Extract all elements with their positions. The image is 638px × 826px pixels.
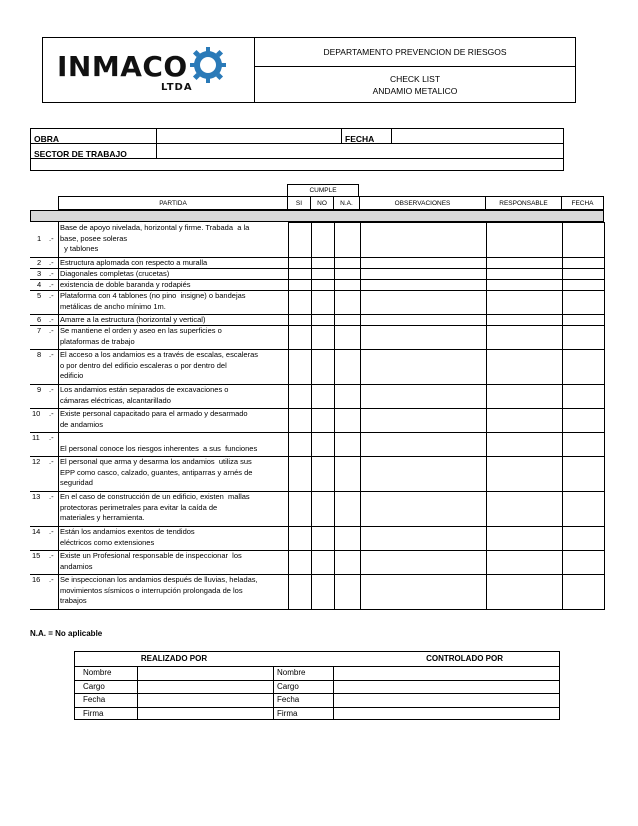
fecha-cell[interactable] xyxy=(562,349,605,385)
number-column-divider xyxy=(58,432,59,457)
item-text-line: Existe personal capacitado para el armado y desarmado xyxy=(60,409,248,418)
item-number: 8 xyxy=(37,350,42,359)
table-row xyxy=(30,290,604,314)
item-text-line: base, posee soleras xyxy=(60,233,128,243)
realizado-fecha-label: Fecha xyxy=(83,695,106,704)
table-row xyxy=(30,325,604,349)
observaciones-cell[interactable] xyxy=(360,574,487,610)
controlado-fecha-label: Fecha xyxy=(277,695,300,704)
item-text-line: Estructura aplomada con respecto a muralla xyxy=(60,258,208,267)
table-row xyxy=(30,526,604,550)
item-text-line: Amarre a la estructura (horizontal y vertical) xyxy=(60,315,206,324)
fecha-cell[interactable] xyxy=(562,491,605,527)
si-cell[interactable] xyxy=(288,384,312,409)
fecha-cell[interactable] xyxy=(562,408,605,433)
item-number: 14 xyxy=(32,527,41,536)
sector-extra-row xyxy=(30,158,564,171)
item-text-line: metálicas de ancho mínimo 1m. xyxy=(60,301,166,311)
col-responsable: RESPONSABLE xyxy=(485,196,562,210)
item-text-line: El acceso a los andamios es a través de escalas, escaleras xyxy=(60,350,259,359)
number-column-divider xyxy=(58,550,59,575)
realizado-por-header: REALIZADO POR xyxy=(140,654,208,663)
observaciones-cell[interactable] xyxy=(360,491,487,527)
item-text-line: EPP como casco, calzado, guantes, antiparras y arnés de xyxy=(60,467,253,477)
responsable-cell[interactable] xyxy=(486,550,563,575)
number-column-divider xyxy=(58,222,59,258)
no-cell[interactable] xyxy=(311,349,335,385)
item-number: 3 xyxy=(37,269,42,278)
table-column-header xyxy=(30,196,604,210)
si-cell[interactable] xyxy=(288,526,312,551)
obra-field-1[interactable] xyxy=(156,128,342,144)
signature-column-divider xyxy=(273,666,274,680)
observaciones-cell[interactable] xyxy=(360,325,487,350)
responsable-cell[interactable] xyxy=(486,491,563,527)
fecha-label: FECHA xyxy=(345,134,375,144)
item-number: 4 xyxy=(37,280,42,289)
observaciones-cell[interactable] xyxy=(360,349,487,385)
na-cell[interactable] xyxy=(334,432,361,457)
item-number: 13 xyxy=(32,492,41,501)
controlado-nombre-label: Nombre xyxy=(277,668,306,677)
item-text-line: trabajos xyxy=(60,596,87,605)
item-text-line: protectoras perimetrales para evitar la caída de xyxy=(60,502,218,512)
na-cell[interactable] xyxy=(334,325,361,350)
item-text-line: seguridad xyxy=(60,478,93,487)
fecha-cell[interactable] xyxy=(562,384,605,409)
na-cell[interactable] xyxy=(334,408,361,433)
si-cell[interactable] xyxy=(288,222,312,258)
realizado-nombre-label: Nombre xyxy=(83,668,112,677)
controlado-por-header: CONTROLADO POR xyxy=(426,654,503,663)
realizado-firma-field[interactable] xyxy=(137,707,273,721)
col-na: N.A. xyxy=(333,196,360,210)
item-text-line: El personal que arma y desarma los andamios utiliza sus xyxy=(60,457,252,466)
table-grey-band xyxy=(30,210,604,222)
item-number: 2 xyxy=(37,258,42,267)
observaciones-cell[interactable] xyxy=(360,408,487,433)
item-text-line: de andamios xyxy=(60,419,103,429)
number-column-divider xyxy=(58,574,59,610)
logo-text: INMACO xyxy=(57,50,188,83)
item-number: 5 xyxy=(37,291,42,300)
number-column-divider xyxy=(58,325,59,350)
no-cell[interactable] xyxy=(311,408,335,433)
no-cell[interactable] xyxy=(311,290,335,315)
na-cell[interactable] xyxy=(334,384,361,409)
item-text-line: existencia de doble baranda y rodapiés xyxy=(60,280,191,289)
signature-column-divider xyxy=(273,693,274,707)
item-text-line: y tablones xyxy=(62,244,99,253)
fecha-cell[interactable] xyxy=(562,290,605,315)
fecha-cell[interactable] xyxy=(562,456,605,492)
item-text-line: Se mantiene el orden y aseo en las superficies o xyxy=(60,326,222,335)
fecha-cell[interactable] xyxy=(562,325,605,350)
na-cell[interactable] xyxy=(334,290,361,315)
item-number: 9 xyxy=(37,385,42,394)
item-text-line: Están los andamios exentos de tendidos xyxy=(60,527,195,536)
na-cell[interactable] xyxy=(334,349,361,385)
no-cell[interactable] xyxy=(311,384,335,409)
item-text-line: movimientos sísmicos o interrupción prolongada de los xyxy=(60,585,243,595)
observaciones-cell[interactable] xyxy=(360,384,487,409)
item-text-line: plataformas de trabajo xyxy=(60,336,135,346)
si-cell[interactable] xyxy=(288,491,312,527)
no-cell[interactable] xyxy=(311,574,335,610)
gear-icon xyxy=(190,47,226,83)
item-separator: .- xyxy=(49,234,54,243)
checklist-title: CHECK LIST xyxy=(389,74,441,84)
no-cell[interactable] xyxy=(311,432,335,457)
controlado-cargo-field[interactable] xyxy=(333,680,559,694)
fecha-cell[interactable] xyxy=(562,222,605,258)
item-number: 1 xyxy=(37,234,42,243)
na-cell[interactable] xyxy=(334,550,361,575)
realizado-cargo-label: Cargo xyxy=(83,681,105,691)
responsable-cell[interactable] xyxy=(486,526,563,551)
item-text-line: edificio xyxy=(60,371,84,380)
signature-column-divider xyxy=(273,707,274,721)
table-row xyxy=(30,456,604,491)
realizado-fecha-field[interactable] xyxy=(137,693,273,707)
item-text-line: eléctricos como extensiones xyxy=(60,537,155,547)
observaciones-cell[interactable] xyxy=(360,432,487,457)
col-fecha: FECHA xyxy=(561,196,604,210)
item-number: 10 xyxy=(32,409,41,418)
sector-label: SECTOR DE TRABAJO xyxy=(34,149,127,159)
logo-subtext: LTDA xyxy=(161,82,193,93)
realizado-cargo-field[interactable] xyxy=(137,680,273,694)
item-separator: .- xyxy=(49,291,54,300)
na-cell[interactable] xyxy=(334,456,361,492)
realizado-nombre-field[interactable] xyxy=(137,666,273,680)
checklist-table-body xyxy=(30,222,604,609)
no-cell[interactable] xyxy=(311,456,335,492)
responsable-cell[interactable] xyxy=(486,432,563,457)
table-row xyxy=(30,550,604,574)
document-header xyxy=(42,37,576,103)
si-cell[interactable] xyxy=(288,325,312,350)
si-cell[interactable] xyxy=(288,408,312,433)
table-row xyxy=(30,574,604,609)
item-separator: .- xyxy=(49,385,54,394)
item-text-line: Se inspeccionan los andamios después de lluvias, heladas, xyxy=(60,575,258,584)
sector-label-cell xyxy=(30,143,157,159)
company-logo xyxy=(43,38,255,102)
number-column-divider xyxy=(58,456,59,492)
observaciones-cell[interactable] xyxy=(360,456,487,492)
controlado-firma-field[interactable] xyxy=(333,707,559,721)
col-no: NO xyxy=(310,196,334,210)
responsable-cell[interactable] xyxy=(486,574,563,610)
responsable-cell[interactable] xyxy=(486,222,563,258)
footnote: N.A. = No aplicable xyxy=(30,629,103,638)
observaciones-cell[interactable] xyxy=(360,290,487,315)
number-column-divider xyxy=(58,526,59,551)
item-separator: .- xyxy=(49,527,54,536)
item-separator: .- xyxy=(49,457,54,466)
item-separator: .- xyxy=(49,280,54,289)
col-observaciones: OBSERVACIONES xyxy=(359,196,486,210)
controlado-cargo-label: Cargo xyxy=(277,681,299,691)
responsable-cell[interactable] xyxy=(486,325,563,350)
item-separator: .- xyxy=(49,409,54,418)
item-text-line: Diagonales completas (crucetas) xyxy=(60,269,170,278)
col-partida: PARTIDA xyxy=(58,196,288,210)
table-row xyxy=(30,349,604,384)
na-cell[interactable] xyxy=(334,574,361,610)
signature-column-divider xyxy=(273,680,274,694)
table-row xyxy=(30,257,604,268)
item-number: 11 xyxy=(32,433,40,442)
item-text-line: Los andamios están separados de excavaciones o xyxy=(60,385,229,394)
observaciones-cell[interactable] xyxy=(360,222,487,258)
item-separator: .- xyxy=(49,315,54,324)
si-cell[interactable] xyxy=(288,550,312,575)
item-separator: .- xyxy=(49,575,54,584)
sector-field[interactable] xyxy=(156,143,564,159)
item-number: 6 xyxy=(37,315,42,324)
item-text-line: En el caso de construcción de un edificio, existen mallas xyxy=(60,492,250,501)
item-number: 16 xyxy=(32,575,41,584)
item-separator: .- xyxy=(49,551,54,560)
fecha-cell[interactable] xyxy=(562,432,605,457)
responsable-cell[interactable] xyxy=(486,290,563,315)
table-row xyxy=(30,222,604,257)
item-separator: .- xyxy=(49,433,54,442)
responsable-cell[interactable] xyxy=(486,408,563,433)
si-cell[interactable] xyxy=(288,290,312,315)
item-text-line: o por dentro del edificio escaleras o por dentro del xyxy=(60,360,227,370)
item-text-line: andamios xyxy=(60,561,93,571)
controlado-nombre-field[interactable] xyxy=(333,666,559,680)
realizado-firma-label: Firma xyxy=(83,708,104,718)
si-cell[interactable] xyxy=(288,456,312,492)
na-cell[interactable] xyxy=(334,222,361,258)
row-divider xyxy=(30,609,288,610)
checklist-subject: ANDAMIO METALICO xyxy=(372,86,458,96)
number-column-divider xyxy=(58,408,59,433)
no-cell[interactable] xyxy=(311,491,335,527)
fecha-field[interactable] xyxy=(391,128,564,144)
col-si: SI xyxy=(287,196,311,210)
obra-label-cell xyxy=(30,128,157,144)
fecha-cell[interactable] xyxy=(562,574,605,610)
fecha-cell[interactable] xyxy=(562,526,605,551)
controlado-fecha-field[interactable] xyxy=(333,693,559,707)
item-separator: .- xyxy=(49,326,54,335)
item-number: 12 xyxy=(32,457,41,466)
si-cell[interactable] xyxy=(288,574,312,610)
department-title: DEPARTAMENTO PREVENCION DE RIESGOS xyxy=(255,38,575,67)
table-row xyxy=(30,314,604,325)
si-cell[interactable] xyxy=(288,432,312,457)
responsable-cell[interactable] xyxy=(486,349,563,385)
table-row xyxy=(30,491,604,526)
controlado-firma-label: Firma xyxy=(277,708,298,718)
fecha-label-cell xyxy=(341,128,392,144)
table-row xyxy=(30,432,604,456)
item-separator: .- xyxy=(49,269,54,278)
cumple-header: CUMPLE xyxy=(287,184,359,197)
na-cell[interactable] xyxy=(334,491,361,527)
item-text-line: Plataforma con 4 tablones (no pino insigne) o bandejas xyxy=(60,291,246,300)
item-separator: .- xyxy=(49,492,54,501)
item-separator: .- xyxy=(49,258,54,267)
no-cell[interactable] xyxy=(311,550,335,575)
na-cell[interactable] xyxy=(334,526,361,551)
responsable-cell[interactable] xyxy=(486,384,563,409)
signature-table xyxy=(74,651,560,720)
item-text-line: cámaras eléctricas, alcantarillado xyxy=(60,395,171,405)
item-text-line: Base de apoyo nivelada, horizontal y firme. Trabada a la xyxy=(60,223,250,232)
number-column-divider xyxy=(58,349,59,385)
item-text-line: El personal conoce los riesgos inherentes a sus funciones xyxy=(60,443,258,453)
item-separator: .- xyxy=(49,350,54,359)
no-cell[interactable] xyxy=(311,325,335,350)
observaciones-cell[interactable] xyxy=(360,550,487,575)
item-text-line: materiales y herramienta. xyxy=(60,513,145,522)
item-number: 15 xyxy=(32,551,41,560)
item-number: 7 xyxy=(37,326,42,335)
observaciones-cell[interactable] xyxy=(360,526,487,551)
number-column-divider xyxy=(58,491,59,527)
si-cell[interactable] xyxy=(288,349,312,385)
table-row xyxy=(30,408,604,432)
table-row xyxy=(30,279,604,290)
item-text-line: Existe un Profesional responsable de inspeccionar los xyxy=(60,551,242,560)
responsable-cell[interactable] xyxy=(486,456,563,492)
number-column-divider xyxy=(58,384,59,409)
number-column-divider xyxy=(58,290,59,315)
table-row xyxy=(30,384,604,408)
table-row xyxy=(30,268,604,279)
no-cell[interactable] xyxy=(311,222,335,258)
obra-label: OBRA xyxy=(34,134,60,144)
no-cell[interactable] xyxy=(311,526,335,551)
fecha-cell[interactable] xyxy=(562,550,605,575)
